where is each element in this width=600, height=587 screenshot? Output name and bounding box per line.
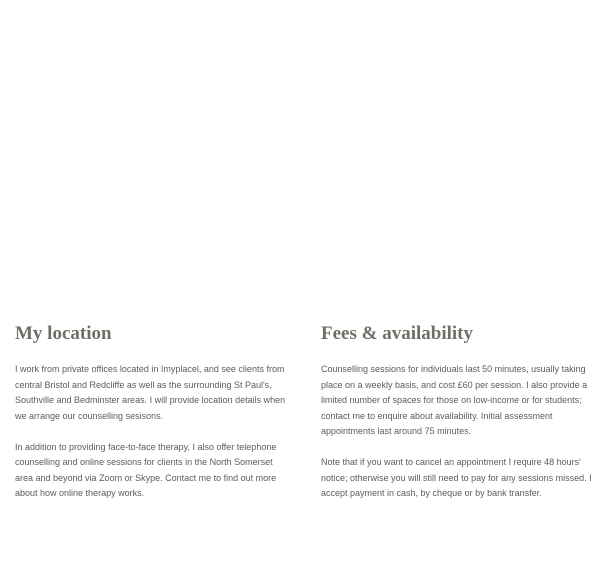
fees-section bbox=[321, 322, 596, 502]
fees-paragraph-1: Counselling sessions for individuals last 50 minutes, usually taking place on a weekly basis, and cost £60 per session. I also provide a limited number of spaces for those on low-income or for students; contact me to enquire about availability. Initial assessment appointments last around 75 minutes. bbox=[321, 364, 588, 436]
location-paragraph-1: I work from private offices located in Imyplacel, and see clients from central Bristol and Redcliffe as well as the surrounding St Paul's, Southville and Bedminster areas. I will provide location details when we arrange our counselling sesisons. bbox=[15, 364, 286, 421]
location-section bbox=[15, 322, 300, 502]
location-heading: My location bbox=[15, 323, 112, 344]
fees-paragraph-2: Note that if you want to cancel an appointment I require 48 hours' notice; otherwise you will still need to pay for any sessions missed. I accept payment in cash, by cheque or by bank transfer. bbox=[321, 457, 592, 498]
location-paragraph-2: In addition to providing face-to-face therapy, I also offer telephone counselling and online sessions for clients in the North Somerset area and beyond via Zoom or Skype. Contact me to find out more about how online therapy works. bbox=[15, 441, 277, 498]
fees-heading: Fees & availability bbox=[321, 323, 473, 344]
